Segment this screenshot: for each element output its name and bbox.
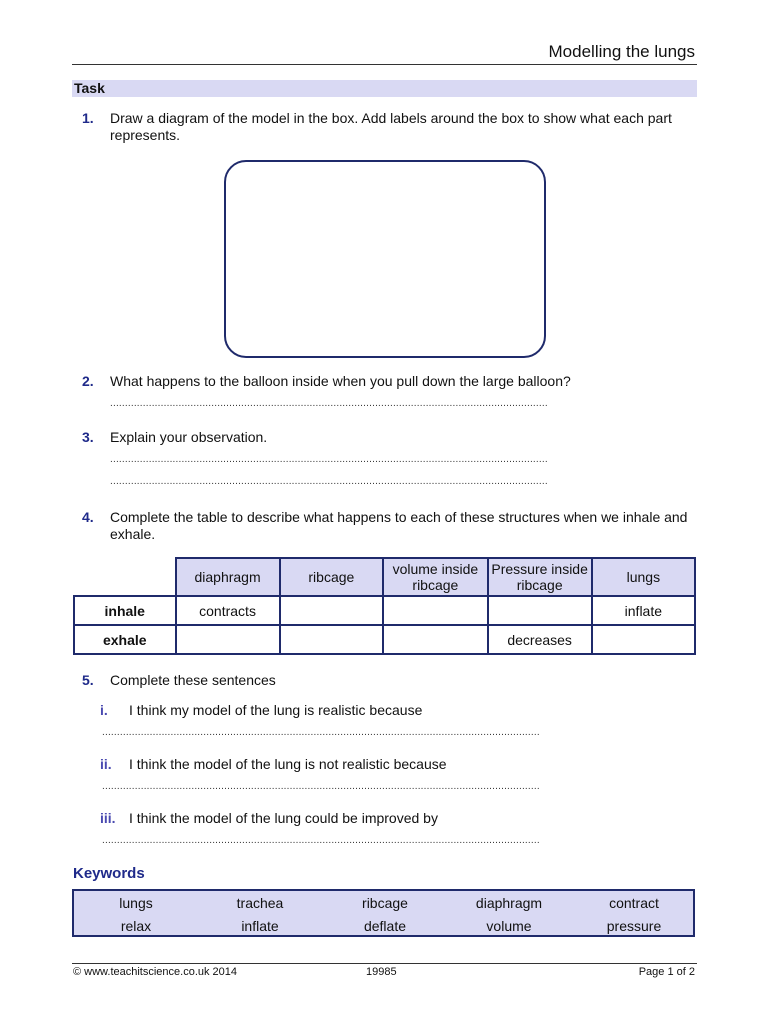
q5-text: Complete these sentences <box>110 672 276 688</box>
q1-text: Draw a diagram of the model in the box. Add labels around the box to show what each part represents. <box>110 110 672 143</box>
q5-item-number: ii. <box>100 756 112 772</box>
q1-number: 1. <box>82 110 94 126</box>
table-header-cell: ribcage <box>280 558 384 596</box>
header-rule <box>72 64 697 65</box>
row-label: exhale <box>74 625 176 654</box>
keywords-box <box>72 889 695 937</box>
table-cell[interactable]: contracts <box>176 596 280 625</box>
q5-item-text: I think my model of the lung is realistic because <box>129 702 423 718</box>
q5-item-number: i. <box>100 702 108 718</box>
footer-code: 19985 <box>366 966 397 978</box>
table-header-cell: Pressure inside ribcage <box>488 558 592 596</box>
keyword: relax <box>120 918 152 934</box>
structures-table <box>73 557 696 655</box>
table-header-cell: diaphragm <box>176 558 280 596</box>
keyword: diaphragm <box>475 895 543 911</box>
keyword: lungs <box>119 895 153 911</box>
q2-number: 2. <box>82 373 94 389</box>
keyword: deflate <box>363 918 407 934</box>
q4-number: 4. <box>82 509 94 525</box>
table-header-row <box>74 558 695 596</box>
table-cell[interactable] <box>383 625 488 654</box>
q5-item-answer-line[interactable]: ................................................................................................................................................... <box>102 727 540 738</box>
q3-number: 3. <box>82 429 94 445</box>
table-cell[interactable] <box>592 625 695 654</box>
q2-text: What happens to the balloon inside when you pull down the large balloon? <box>110 373 571 389</box>
keyword: pressure <box>606 918 662 934</box>
keyword: volume <box>486 918 532 934</box>
table-row-exhale <box>74 625 695 654</box>
page-title: Modelling the lungs <box>548 42 695 61</box>
keyword: trachea <box>236 895 284 911</box>
table-cell[interactable]: decreases <box>488 625 592 654</box>
table-cell[interactable] <box>383 596 488 625</box>
keyword: contract <box>609 895 659 911</box>
q5-number: 5. <box>82 672 94 688</box>
table-corner-cell <box>74 558 176 596</box>
table-row-inhale <box>74 596 695 625</box>
diagram-drawing-box[interactable] <box>224 160 546 358</box>
keyword: inflate <box>241 918 279 934</box>
table-cell[interactable] <box>280 596 384 625</box>
table-cell[interactable] <box>280 625 384 654</box>
footer-page-number: Page 1 of 2 <box>638 966 695 978</box>
q5-item-number: iii. <box>100 810 116 826</box>
q4-text: Complete the table to describe what happens to each of these structures when we inhale and exhale. <box>110 509 688 542</box>
table-header-cell: volume inside ribcage <box>383 558 488 596</box>
task-heading: Task <box>72 80 697 97</box>
q5-item-answer-line[interactable]: ................................................................................................................................................... <box>102 835 540 846</box>
q3-answer-line-2[interactable]: ................................................................................................................................................... <box>110 476 548 487</box>
footer-rule <box>72 963 697 964</box>
q2-answer-line[interactable]: ................................................................................................................................................... <box>110 398 548 409</box>
row-label: inhale <box>74 596 176 625</box>
table-cell[interactable] <box>176 625 280 654</box>
q3-text: Explain your observation. <box>110 429 268 445</box>
q5-item-text: I think the model of the lung could be improved by <box>129 810 438 826</box>
table-header-cell: lungs <box>592 558 695 596</box>
q5-item-text: I think the model of the lung is not realistic because <box>129 756 447 772</box>
q5-item-answer-line[interactable]: ................................................................................................................................................... <box>102 781 540 792</box>
table-cell[interactable] <box>488 596 592 625</box>
footer-copyright: © www.teachitscience.co.uk 2014 <box>73 966 238 978</box>
table-cell[interactable]: inflate <box>592 596 695 625</box>
keyword: ribcage <box>362 895 408 911</box>
q3-answer-line-1[interactable]: ................................................................................................................................................... <box>110 454 548 465</box>
keywords-heading: Keywords <box>73 865 145 882</box>
